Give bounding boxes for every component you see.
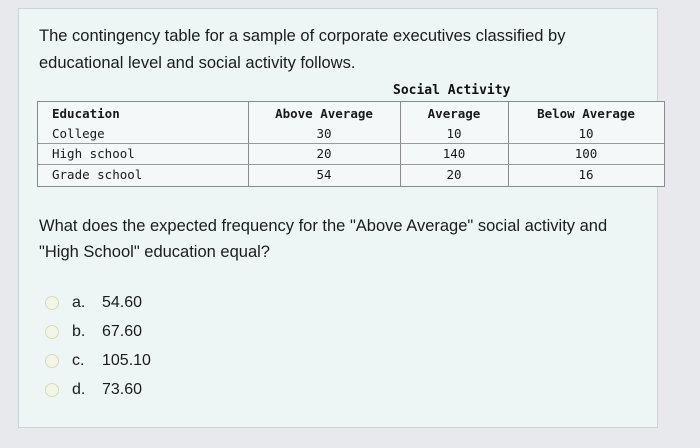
- option-letter: b.: [72, 323, 86, 340]
- intro-text: The contingency table for a sample of corporate executives classified by educational level and social activity follows.: [39, 27, 566, 72]
- table-cell: 16: [578, 167, 594, 182]
- row-label-high-school: High school: [52, 146, 135, 161]
- question-text: What does the expected frequency for the "Above Average" social activity and "High School" education equal?: [39, 217, 608, 261]
- question-card: [18, 8, 658, 428]
- table-cell: 10: [446, 126, 462, 141]
- column-header-above-average: Above Average: [275, 106, 373, 121]
- row-label-college: College: [52, 126, 105, 141]
- option-value: 54.60: [102, 294, 143, 311]
- answer-option-c[interactable]: [45, 350, 151, 372]
- table-cell: 100: [574, 146, 598, 161]
- table-cell: 30: [316, 126, 332, 141]
- answer-option-a[interactable]: [45, 292, 142, 314]
- answer-option-b[interactable]: [45, 321, 142, 343]
- table-cell: 54: [316, 167, 332, 182]
- radio-button[interactable]: [45, 383, 59, 397]
- table-cell: 10: [578, 126, 594, 141]
- option-value: 105.10: [102, 352, 151, 369]
- table-cell: 20: [316, 146, 332, 161]
- option-value: 67.60: [102, 323, 143, 340]
- social-activity-header: Social Activity: [393, 83, 511, 98]
- radio-button[interactable]: [45, 325, 59, 339]
- column-header-average: Average: [427, 106, 481, 121]
- table-cell: 140: [442, 146, 466, 161]
- column-header-education: Education: [52, 106, 120, 121]
- radio-button[interactable]: [45, 296, 59, 310]
- option-letter: a.: [72, 294, 86, 311]
- answer-option-d[interactable]: [45, 379, 142, 401]
- row-label-grade-school: Grade school: [52, 167, 143, 182]
- option-value: 73.60: [102, 381, 143, 398]
- table-cell: 20: [446, 167, 462, 182]
- column-header-below-average: Below Average: [537, 106, 635, 121]
- table-grid: [37, 101, 665, 187]
- radio-button[interactable]: [45, 354, 59, 368]
- contingency-table: [37, 79, 663, 185]
- option-letter: c.: [72, 352, 85, 369]
- option-letter: d.: [72, 381, 86, 398]
